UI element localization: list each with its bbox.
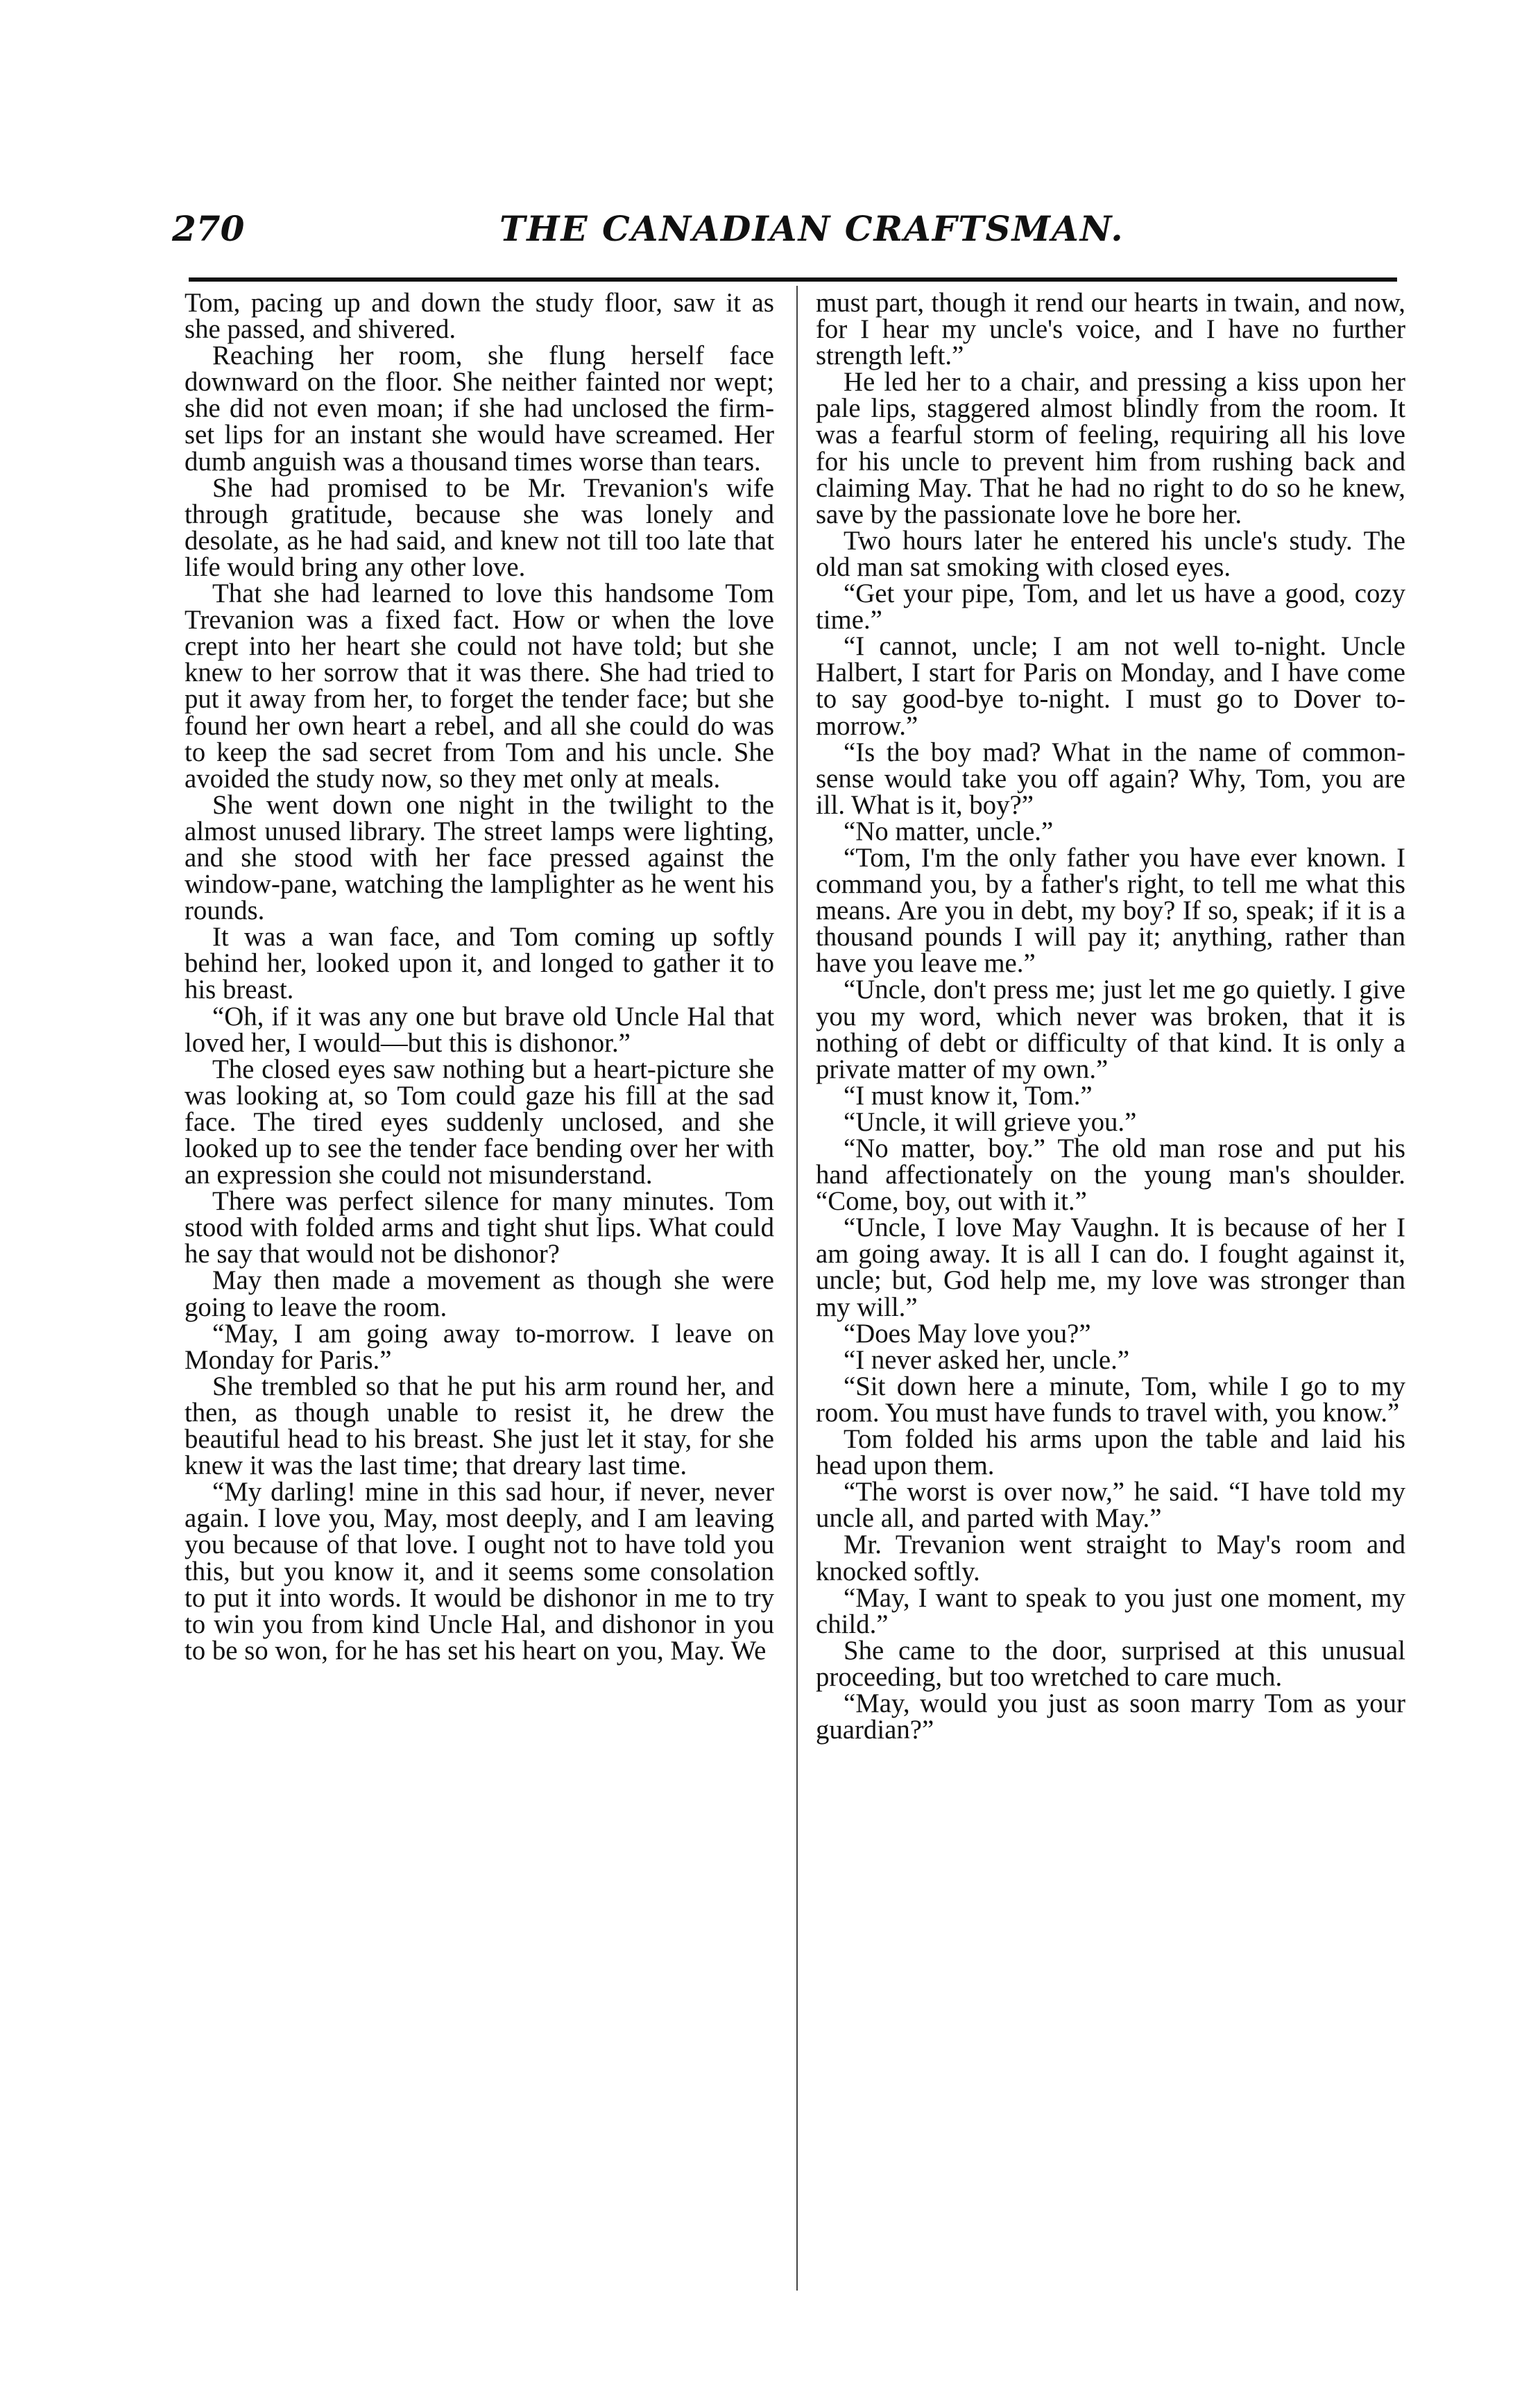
- paragraph: May then made a movement as though she were going to leave the room.: [185, 1265, 774, 1322]
- paragraph: “Tom, I'm the only father you have ever known. I command you, by a father's right, to tell me what this means. Are you in debt, my boy? If so, speak; if it is a thousand pounds I will pay it; anything, rather than have you leave me.”: [816, 842, 1405, 979]
- paragraph: “Uncle, I love May Vaughn. It is because of her I am going away. It is all I can do. I fought against it, uncle; but, God help me, my love was stronger than my will.”: [816, 1213, 1405, 1322]
- paragraph: “May, I want to speak to you just one moment, my child.”: [816, 1582, 1405, 1639]
- paragraph: It was a wan face, and Tom coming up softly behind her, looked upon it, and longed to gather it to his breast.: [185, 922, 774, 1005]
- paragraph: There was perfect silence for many minutes. Tom stood with folded arms and tight shut lips. What could he say that would not be dishonor?: [185, 1186, 774, 1269]
- paragraph: She came to the door, surprised at this unusual proceeding, but too wretched to care much.: [816, 1635, 1405, 1692]
- page-number: 270: [172, 208, 245, 249]
- paragraph: must part, though it rend our hearts in twain, and now, for I hear my uncle's voice, and I have no further strength left.”: [816, 288, 1405, 371]
- paragraph: “Does May love you?”: [844, 1318, 1091, 1349]
- paragraph: “The worst is over now,” he said. “I have told my uncle all, and parted with May.”: [816, 1477, 1405, 1534]
- paragraph: The closed eyes saw nothing but a heart-picture she was looking at, so Tom could gaze his fill at the sad face. The tired eyes suddenly unclosed, and she looked up to see the tender face bending over her with an expression she could not misunderstand.: [185, 1054, 774, 1190]
- paragraph: “No matter, boy.” The old man rose and put his hand affectionately on the young man's shoulder. “Come, boy, out with it.”: [816, 1133, 1405, 1217]
- paragraph: She had promised to be Mr. Trevanion's wife through gratitude, because she was lonely and desolate, as he had said, and knew not till too late that life would bring any other love.: [185, 472, 774, 582]
- paragraph: “Oh, if it was any one but brave old Uncle Hal that loved her, I would—but this is dishonor.”: [185, 1001, 774, 1058]
- running-head: THE CANADIAN CRAFTSMAN.: [499, 208, 1124, 249]
- paragraph: Mr. Trevanion went straight to May's room and knocked softly.: [816, 1530, 1405, 1586]
- paragraph: “I must know it, Tom.”: [844, 1080, 1093, 1111]
- paragraph: “Is the boy mad? What in the name of common-sense would take you off again? Why, Tom, you are ill. What is it, boy?”: [816, 737, 1405, 820]
- paragraph: That she had learned to love this handsome Tom Trevanion was a fixed fact. How or when the love crept into her heart she could not have told; but she knew to her sorrow that it was there. She had tried to put it away from her, to forget the tender face; but she found her own heart a rebel, and all she could do was to keep the sad secret from Tom and his uncle. She avoided the study now, so they met only at meals.: [185, 579, 774, 794]
- right-column: [816, 290, 1405, 1743]
- paragraph: “Get your pipe, Tom, and let us have a good, cozy time.”: [816, 579, 1405, 635]
- paragraph: She went down one night in the twilight to the almost unused library. The street lamps were lighting, and she stood with her face pressed against the window-pane, watching the lamplighter as he went his rounds.: [185, 789, 774, 926]
- paragraph: “I cannot, uncle; I am not well to-night. Uncle Halbert, I start for Paris on Monday, and I have come to say good-bye to-night. I must go to Dover to-morrow.”: [816, 631, 1405, 741]
- paragraph: “May, I am going away to-morrow. I leave on Monday for Paris.”: [185, 1318, 774, 1375]
- paragraph: He led her to a chair, and pressing a kiss upon her pale lips, staggered almost blindly from the room. It was a fearful storm of feeling, requiring all his love for his uncle to prevent him from rushing back and claiming May. That he had no right to do so he knew, save by the passionate love he bore her.: [816, 367, 1405, 529]
- paragraph: “I never asked her, uncle.”: [844, 1344, 1130, 1375]
- paragraph: Tom, pacing up and down the study floor, saw it as she passed, and shivered.: [185, 288, 774, 345]
- paragraph: “No matter, uncle.”: [844, 816, 1054, 846]
- paragraph: Reaching her room, she flung herself face downward on the floor. She neither fainted nor wept; she did not even moan; if she had unclosed the firm-set lips for an instant she would have screamed. Her dumb anguish was a thousand times worse than tears.: [185, 341, 774, 477]
- left-column: [185, 290, 774, 1664]
- paragraph: “Uncle, it will grieve you.”: [844, 1106, 1137, 1137]
- paragraph: Tom folded his arms upon the table and laid his head upon them.: [816, 1424, 1405, 1481]
- paragraph: “May, would you just as soon marry Tom as your guardian?”: [816, 1688, 1405, 1745]
- paragraph: Two hours later he entered his uncle's study. The old man sat smoking with closed eyes.: [816, 525, 1405, 582]
- header-rule: [189, 277, 1397, 282]
- paragraph: “Uncle, don't press me; just let me go quietly. I give you my word, which never was broken, that it is nothing of debt or difficulty of that kind. It is only a private matter of my own.”: [816, 975, 1405, 1084]
- column-divider: [796, 286, 798, 2291]
- paragraph: She trembled so that he put his arm round her, and then, as though unable to resist it, he drew the beautiful head to his breast. She just let it stay, for she knew it was the last time; that dreary last time.: [185, 1371, 774, 1481]
- paragraph: “My darling! mine in this sad hour, if never, never again. I love you, May, most deeply, and I am leaving you because of that love. I ought not to have told you this, but you know it, and it seems some consolation to put it into words. It would be dishonor in me to try to win you from kind Uncle Hal, and dishonor in you to be so won, for he has set his heart on you, May. We: [185, 1477, 774, 1666]
- paragraph: “Sit down here a minute, Tom, while I go to my room. You must have funds to travel with, you know.”: [816, 1371, 1405, 1428]
